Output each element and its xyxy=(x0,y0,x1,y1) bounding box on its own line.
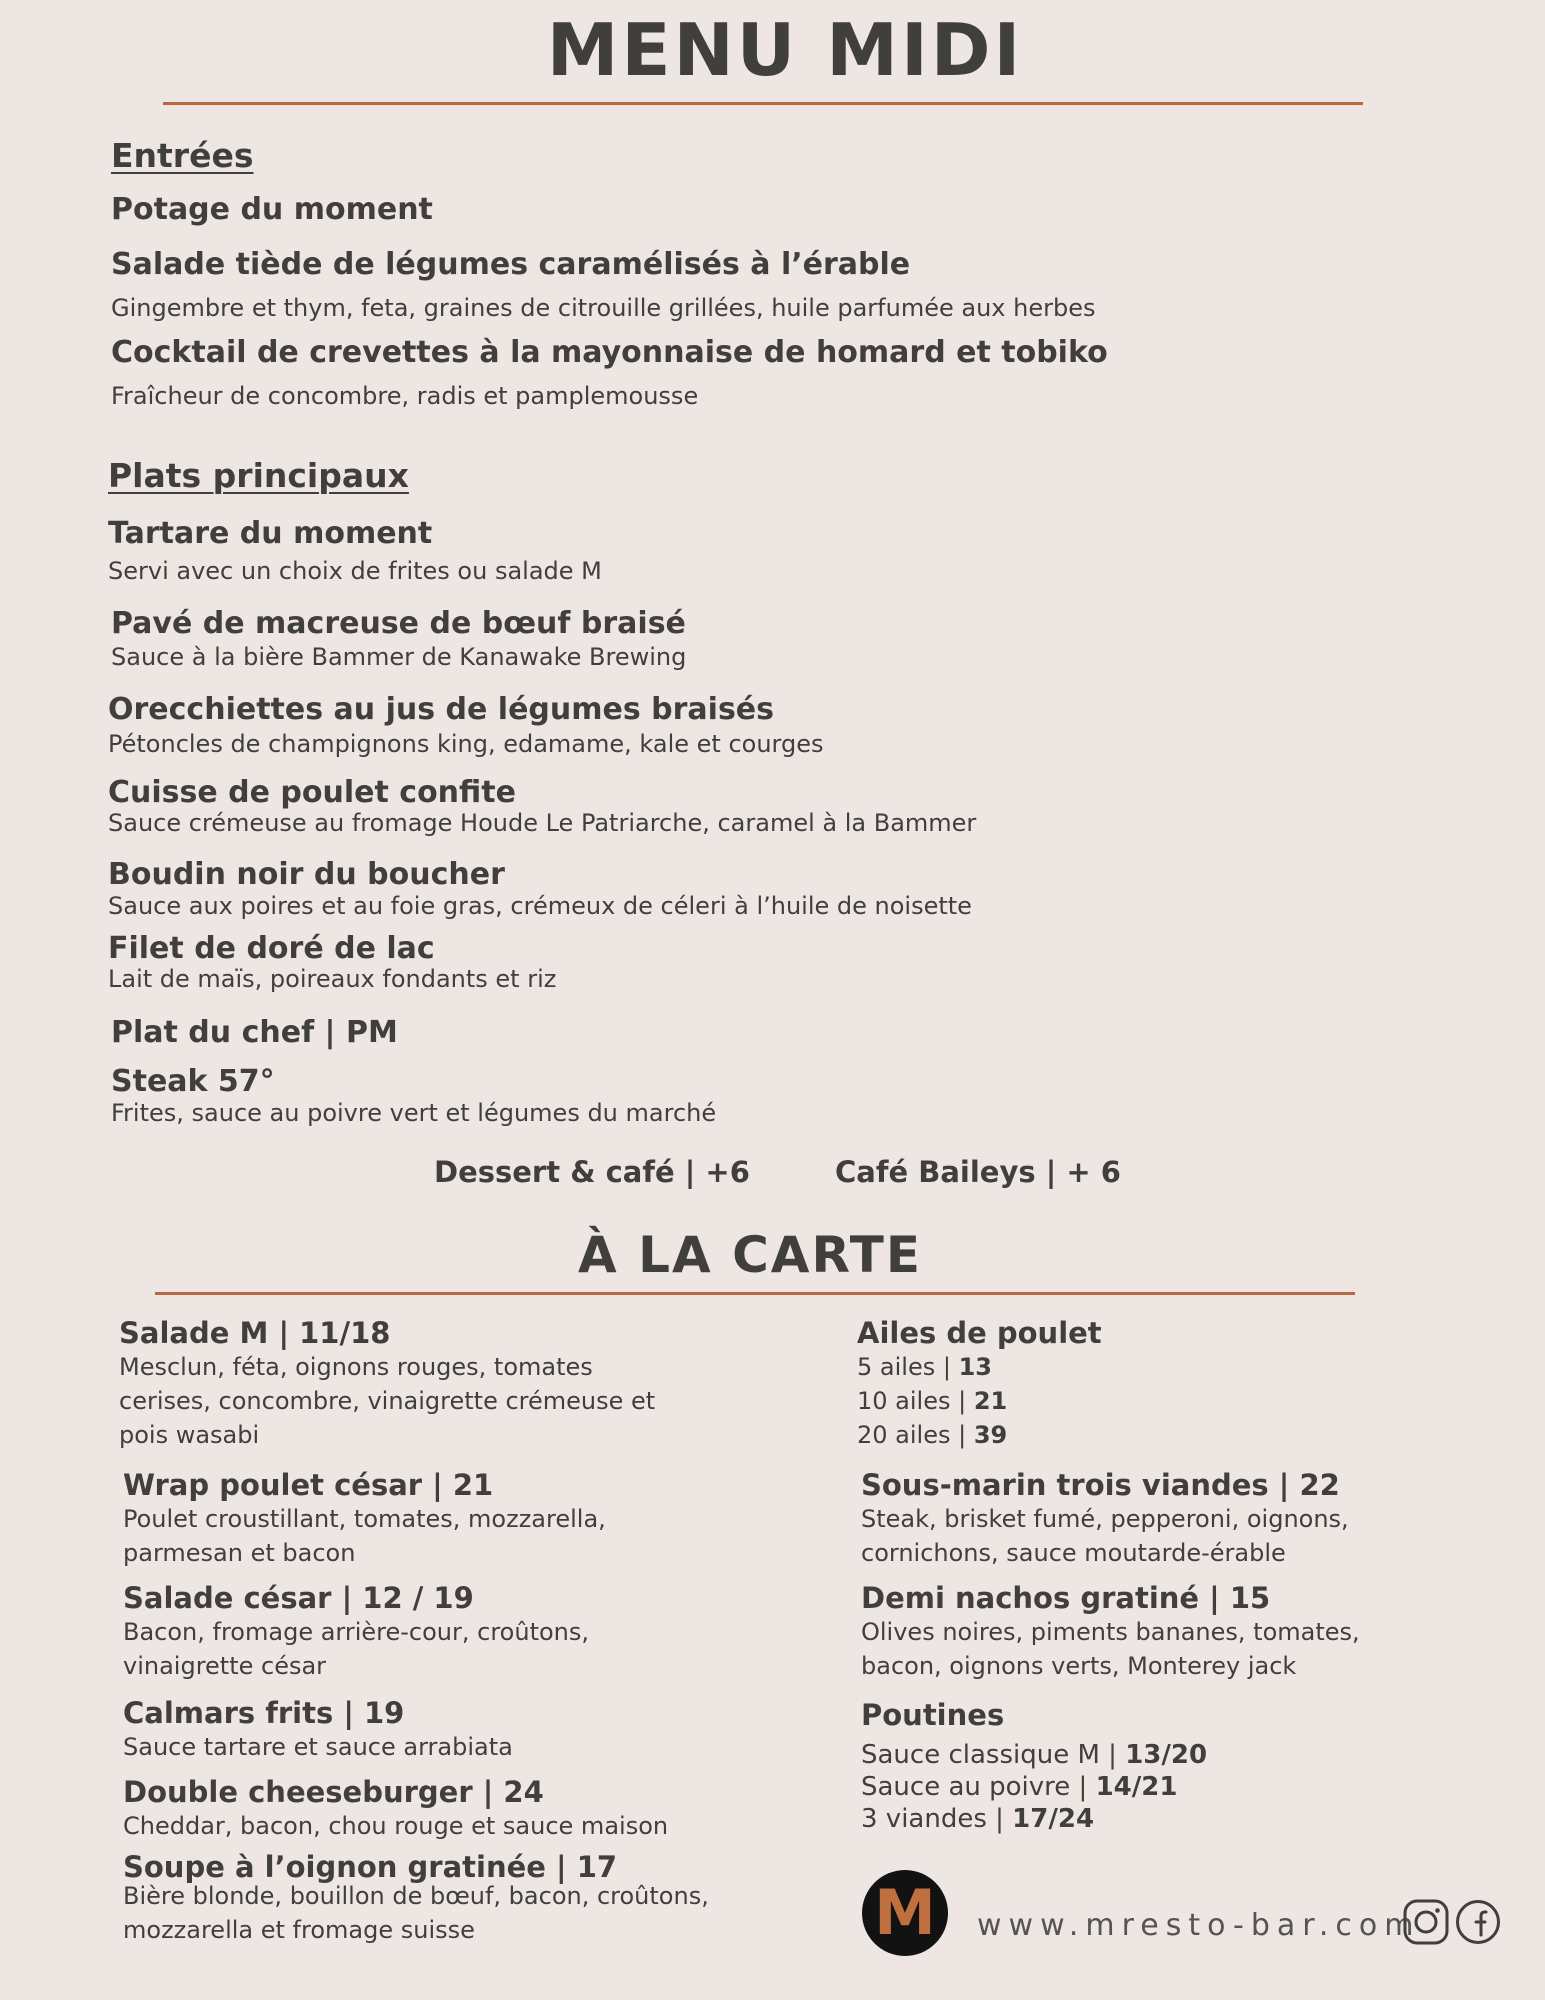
option-price: 14/21 xyxy=(1095,1772,1178,1802)
dish-description: Frites, sauce au poivre vert et légumes du marché xyxy=(111,1099,717,1127)
carte-item-description: Bière blonde, bouillon de bœuf, bacon, croûtons, mozzarella et fromage suisse xyxy=(123,1882,709,1944)
section-heading-entrees: Entrées xyxy=(111,136,254,175)
carte-item-description: Cheddar, bacon, chou rouge et sauce maison xyxy=(123,1812,669,1840)
dish-description: Servi avec un choix de frites ou salade M xyxy=(108,557,602,585)
carte-item-description: Poulet croustillant, tomates, mozzarella, parmesan et bacon xyxy=(123,1505,606,1567)
wings-option xyxy=(857,1418,1007,1452)
logo-letter: M xyxy=(874,1876,936,1949)
page-title: MENU MIDI xyxy=(546,8,1024,92)
carte-item-name: Calmars frits | 19 xyxy=(123,1696,405,1730)
dessert-cafe-extra: Dessert & café | +6 xyxy=(434,1155,750,1189)
option-label: 5 ailes | xyxy=(857,1353,959,1381)
dish-name: Salade tiède de légumes caramélisés à l’érable xyxy=(111,247,911,282)
dish-name: Orecchiettes au jus de légumes braisés xyxy=(108,692,775,727)
plat-du-chef: Plat du chef | PM xyxy=(111,1015,398,1050)
dish-description: Sauce à la bière Bammer de Kanawake Brewing xyxy=(111,643,687,671)
carte-title: À LA CARTE xyxy=(578,1226,922,1284)
carte-item-name: Soupe à l’oignon gratinée | 17 xyxy=(123,1850,618,1884)
carte-item-name: Sous-marin trois viandes | 22 xyxy=(861,1468,1340,1502)
dish-description: Pétoncles de champignons king, edamame, kale et courges xyxy=(108,730,824,758)
dish-name: Boudin noir du boucher xyxy=(108,857,505,892)
carte-item-name: Ailes de poulet xyxy=(857,1316,1102,1350)
option-price: 13/20 xyxy=(1125,1740,1208,1770)
poutine-option xyxy=(861,1803,1094,1835)
facebook-icon[interactable] xyxy=(1455,1899,1501,1945)
dish-name: Pavé de macreuse de bœuf braisé xyxy=(111,606,686,641)
carte-item-description: Sauce tartare et sauce arrabiata xyxy=(123,1733,513,1761)
poutine-option xyxy=(861,1771,1177,1803)
cafe-baileys-extra: Café Baileys | + 6 xyxy=(835,1155,1121,1189)
carte-item-name: Poutines xyxy=(861,1698,1005,1732)
dish-description: Fraîcheur de concombre, radis et pamplemousse xyxy=(111,382,699,410)
option-price: 39 xyxy=(973,1421,1008,1449)
dish-name: Tartare du moment xyxy=(108,516,433,551)
carte-item-name: Wrap poulet césar | 21 xyxy=(123,1468,494,1502)
restaurant-logo xyxy=(862,1870,948,1956)
carte-item-name: Salade M | 11/18 xyxy=(119,1316,391,1350)
dish-name: Filet de doré de lac xyxy=(108,931,435,966)
option-price: 17/24 xyxy=(1012,1804,1095,1834)
dish-description: Gingembre et thym, feta, graines de citrouille grillées, huile parfumée aux herbes xyxy=(111,294,1096,322)
option-price: 13 xyxy=(958,1353,992,1381)
carte-divider xyxy=(155,1292,1355,1295)
option-price: 21 xyxy=(973,1387,1008,1415)
section-heading-plats: Plats principaux xyxy=(108,456,409,495)
dish-name: Cuisse de poulet confite xyxy=(108,775,516,810)
poutine-option xyxy=(861,1739,1207,1771)
website-link[interactable]: www.mresto-bar.com xyxy=(977,1908,1421,1943)
wings-option xyxy=(857,1350,992,1384)
option-label: 20 ailes | xyxy=(857,1421,974,1449)
dish-name: Cocktail de crevettes à la mayonnaise de homard et tobiko xyxy=(111,335,1108,370)
dish-description: Sauce crémeuse au fromage Houde Le Patriarche, caramel à la Bammer xyxy=(108,809,977,837)
carte-item-name: Salade césar | 12 / 19 xyxy=(123,1581,474,1615)
carte-item-name: Demi nachos gratiné | 15 xyxy=(861,1581,1271,1615)
dish-name: Steak 57° xyxy=(111,1064,275,1099)
carte-item-description: Mesclun, féta, oignons rouges, tomates cerises, concombre, vinaigrette crémeuse et pois wasabi xyxy=(119,1353,656,1449)
dish-description: Lait de maïs, poireaux fondants et riz xyxy=(108,965,557,993)
wings-option xyxy=(857,1384,1007,1418)
carte-item-name: Double cheeseburger | 24 xyxy=(123,1775,544,1809)
dish-name: Potage du moment xyxy=(111,192,433,227)
dish-description: Sauce aux poires et au foie gras, crémeux de céleri à l’huile de noisette xyxy=(108,892,972,920)
instagram-icon[interactable] xyxy=(1403,1899,1449,1945)
option-label: 3 viandes | xyxy=(861,1804,1013,1834)
title-divider xyxy=(163,102,1363,105)
option-label: Sauce classique M | xyxy=(861,1740,1126,1770)
carte-item-description: Bacon, fromage arrière-cour, croûtons, vinaigrette césar xyxy=(123,1618,590,1680)
carte-item-description: Steak, brisket fumé, pepperoni, oignons, cornichons, sauce moutarde-érable xyxy=(861,1505,1349,1567)
option-label: 10 ailes | xyxy=(857,1387,974,1415)
option-label: Sauce au poivre | xyxy=(861,1772,1096,1802)
carte-item-description: Olives noires, piments bananes, tomates, bacon, oignons verts, Monterey jack xyxy=(861,1618,1360,1680)
